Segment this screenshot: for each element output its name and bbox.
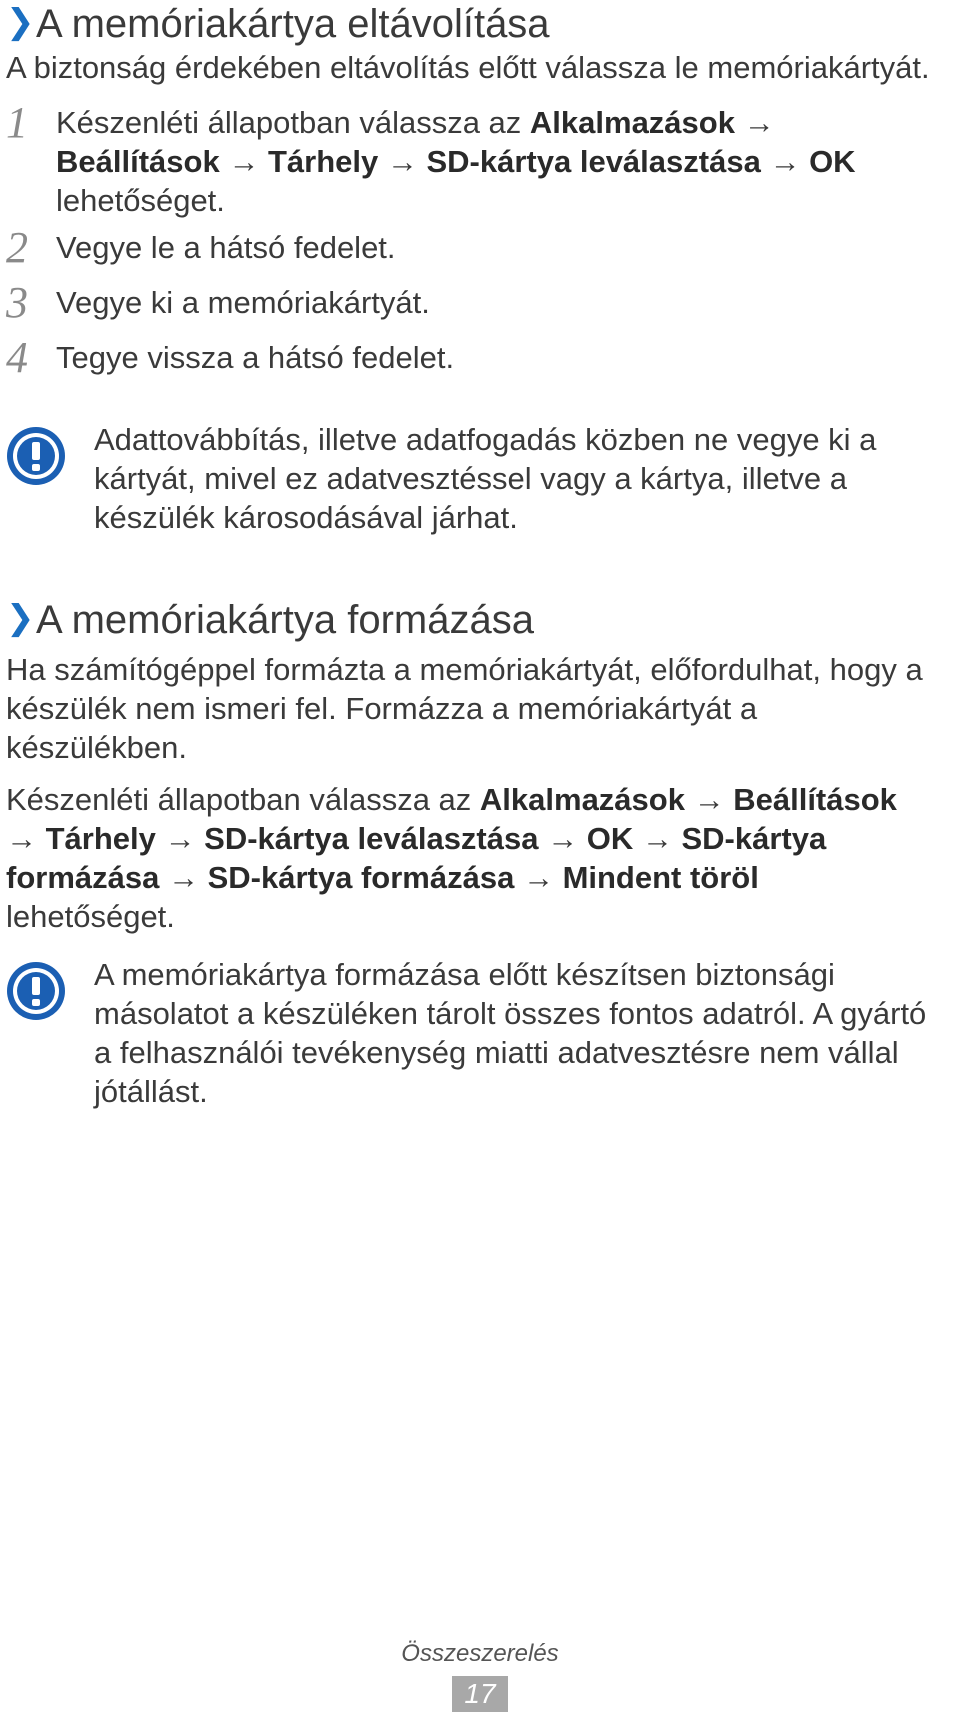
warning-text: Adattovábbítás, illetve adatfogadás közben ne vegye ki a kártyát, mivel ez adatvesztéssel vagy a kártya, illetve a készülék károsodásával járhat. bbox=[94, 422, 877, 535]
step-1 bbox=[0, 98, 940, 220]
warning-exclamation-icon bbox=[4, 424, 68, 488]
section-intro: A biztonság érdekében eltávolítás előtt válassza le memóriakártyát. bbox=[6, 50, 930, 85]
section-title: A memóriakártya eltávolítása bbox=[36, 2, 550, 46]
step-text: Készenléti állapotban válassza az Alkalmazások → Beállítások → Tárhely → SD-kártya leválasztása → OK lehetőséget. bbox=[56, 105, 856, 218]
warning-note bbox=[0, 955, 940, 1111]
section-heading-remove bbox=[6, 0, 550, 48]
warning-note bbox=[0, 420, 940, 537]
step-text: Tegye vissza a hátsó fedelet. bbox=[56, 340, 455, 375]
section-title: A memóriakártya formázása bbox=[36, 598, 534, 642]
step-number: 2 bbox=[6, 223, 28, 272]
step-number: 3 bbox=[6, 278, 28, 327]
warning-text: A memóriakártya formázása előtt készítsen biztonsági másolatot a készüléken tárolt összes fontos adatról. A gyártó a felhasználói tevékenység miatti adatvesztésre nem vállal jótállást. bbox=[94, 957, 927, 1109]
step-text: Vegye ki a memóriakártyát. bbox=[56, 285, 430, 320]
step-4 bbox=[0, 333, 940, 382]
section-heading-format bbox=[6, 596, 534, 644]
section-intro: Ha számítógéppel formázta a memóriakártyát, előfordulhat, hogy a készülék nem ismeri fel. Formázza a memóriakártyát a készülékben. bbox=[6, 652, 923, 765]
page-number-badge: 17 bbox=[452, 1676, 508, 1712]
warning-exclamation-icon bbox=[4, 959, 68, 1023]
step-3 bbox=[0, 278, 940, 327]
chevron-right-icon: ❯ bbox=[6, 3, 35, 41]
step-2 bbox=[0, 223, 940, 272]
step-text: Vegye le a hátsó fedelet. bbox=[56, 230, 396, 265]
chevron-right-icon: ❯ bbox=[6, 599, 35, 637]
step-number: 4 bbox=[6, 333, 28, 382]
format-instruction: Készenléti állapotban válassza az Alkalmazások → Beállítások → Tárhely → SD-kártya leválasztása → OK → SD-kártya formázása → SD-kártya formázása → Mindent töröl lehetőséget. bbox=[6, 782, 897, 934]
step-number: 1 bbox=[6, 98, 28, 147]
footer-section-label: Összeszerelés bbox=[401, 1640, 559, 1667]
